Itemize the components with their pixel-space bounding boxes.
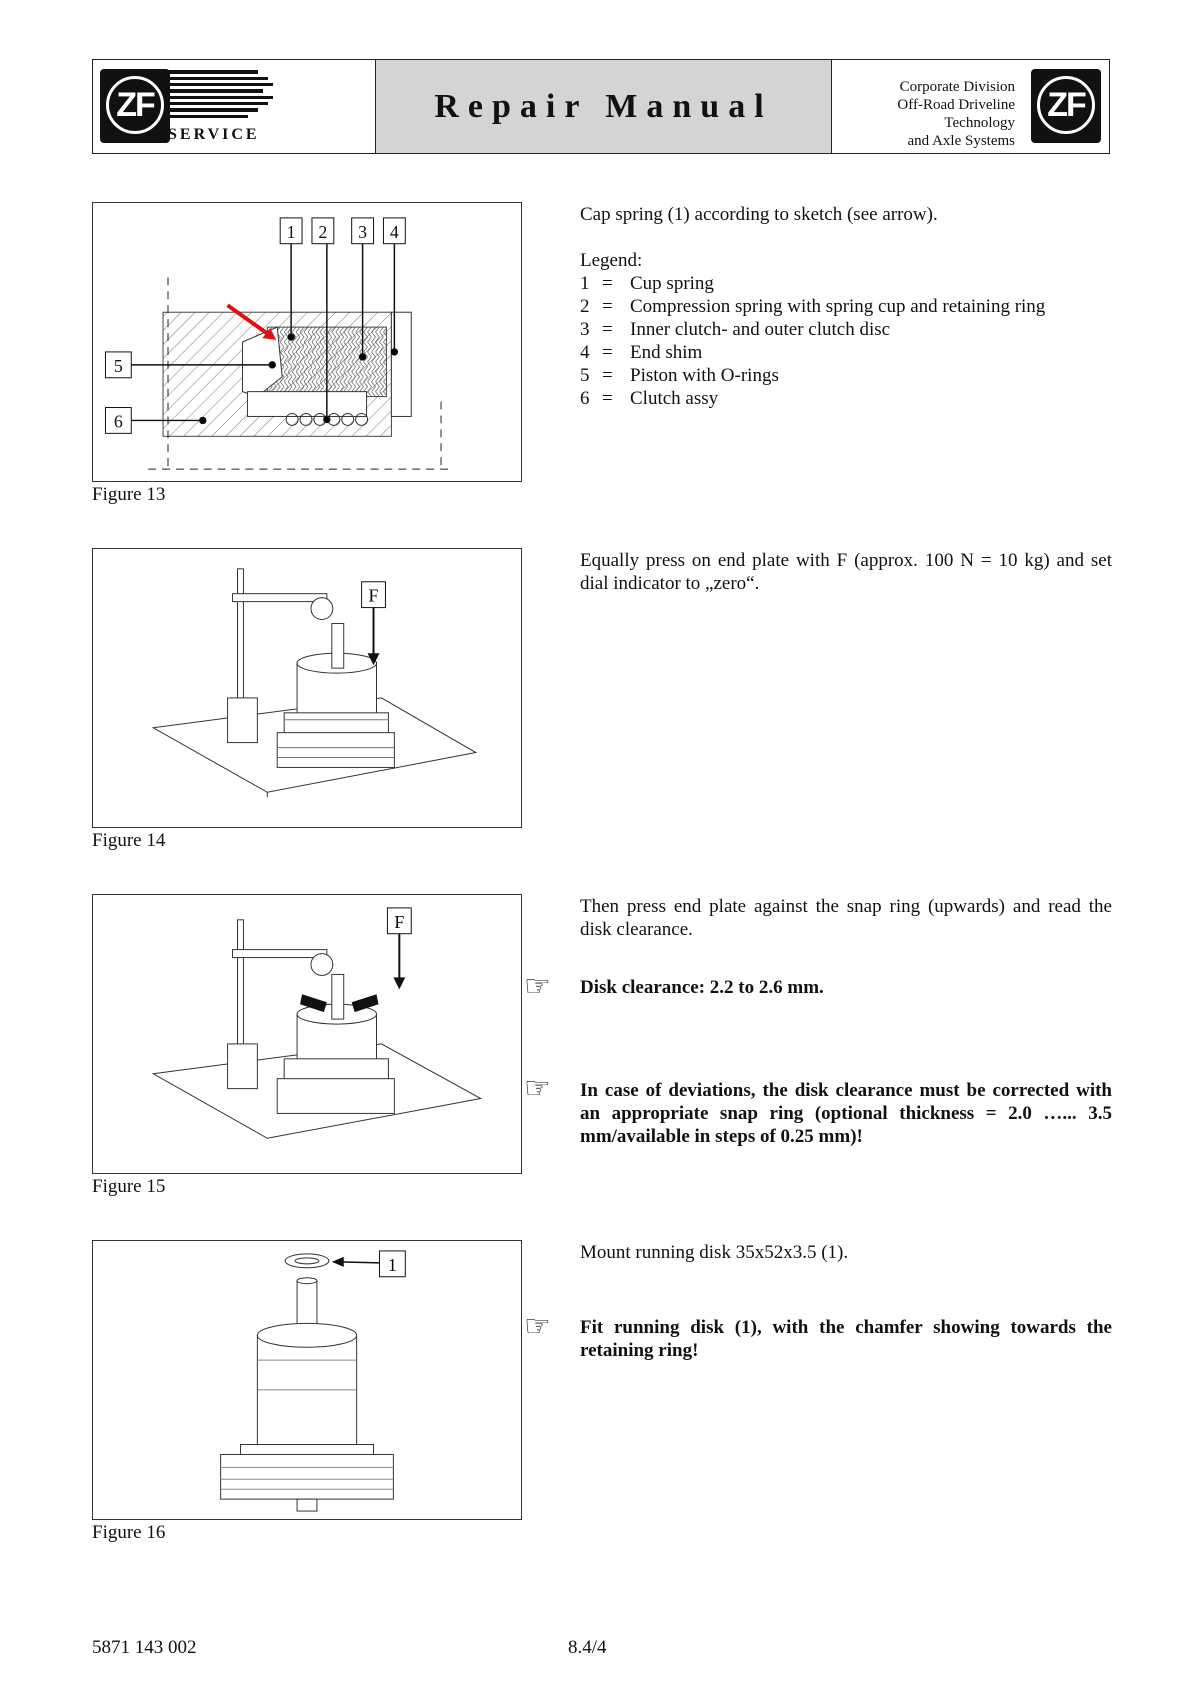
- figure-14-caption: Figure 14: [92, 830, 166, 851]
- legend-item: 3 = Inner clutch- and outer clutch disc: [580, 319, 891, 340]
- note-running-disk-chamfer: Fit running disk (1), with the chamfer showing towards the retaining ring!: [580, 1317, 1112, 1361]
- step-mount-running-disk: Mount running disk 35x52x3.5 (1).: [580, 1242, 849, 1263]
- legend-item: 2 = Compression spring with spring cup and retaining ring: [580, 296, 1046, 317]
- step-cap-spring: Cap spring (1) according to sketch (see arrow). Legend: 1 = Cup spring 2 = Compression spring with spring cup and retaining ring 3 = Inner clutch- and outer clutch disc 4 = End shim 5 = Piston with O-rings 6 = Clutch assy: [580, 203, 1112, 410]
- callout-2: 2: [318, 221, 328, 242]
- running-disk-callout: 1: [387, 1254, 397, 1275]
- callout-3: 3: [358, 221, 368, 242]
- zf-logo-icon: ZF: [100, 69, 170, 143]
- pointing-hand-icon: ☞: [524, 1310, 551, 1343]
- service-label: SERVICE: [168, 126, 260, 143]
- callout-1: 1: [286, 221, 296, 242]
- doc-number: 5871 143 002: [92, 1637, 197, 1658]
- legend-title: Legend:: [580, 250, 643, 271]
- figure-14-image: [92, 548, 522, 828]
- figure-13-image: [92, 202, 522, 482]
- clutch-section-sketch: [93, 203, 521, 481]
- step-read-disk-clearance: Then press end plate against the snap ring (upwards) and read the disk clearance.: [580, 896, 1112, 940]
- disk-clearance-measurement-drawing: [93, 895, 521, 1173]
- legend-item: 5 = Piston with O-rings: [580, 365, 779, 386]
- header-corporate: [832, 60, 1109, 153]
- legend-item: 4 = End shim: [580, 342, 703, 363]
- legend-item: 1 = Cup spring: [580, 273, 714, 294]
- note-disk-clearance: Disk clearance: 2.2 to 2.6 mm.: [580, 977, 824, 998]
- page-title: Repair Manual: [434, 87, 773, 125]
- header-title-band: [376, 60, 832, 153]
- force-callout: F: [368, 585, 379, 606]
- service-stripes-icon: [168, 70, 273, 122]
- zf-logo-icon: ZF: [1031, 69, 1101, 143]
- note-snap-ring-correction: In case of deviations, the disk clearance must be corrected with an appropriate snap ring (optional thickness = 2.0 …... 3.5 mm/available in steps of 0.25 mm)!: [580, 1080, 1112, 1147]
- callout-5: 5: [113, 355, 123, 376]
- callout-6: 6: [113, 411, 123, 432]
- figure-13-caption: Figure 13: [92, 484, 166, 505]
- zf-service-logo: [93, 60, 376, 153]
- step-press-end-plate: Equally press on end plate with F (approx. 100 N = 10 kg) and set dial indicator to „zero“.: [580, 550, 1112, 594]
- legend-item: 6 = Clutch assy: [580, 388, 719, 409]
- pointing-hand-icon: ☞: [524, 970, 551, 1003]
- figure-15-caption: Figure 15: [92, 1176, 166, 1197]
- corporate-division: Corporate Division Off-Road Driveline Technology and Axle Systems: [897, 79, 1015, 149]
- running-disk-mounting-drawing: [93, 1241, 521, 1519]
- figure-16-caption: Figure 16: [92, 1522, 166, 1543]
- callout-4: 4: [389, 221, 399, 242]
- force-callout: F: [394, 911, 405, 932]
- page-header: [92, 59, 1110, 154]
- figure-16-image: [92, 1240, 522, 1520]
- dial-indicator-setup-drawing: [93, 549, 521, 827]
- pointing-hand-icon: ☞: [524, 1072, 551, 1105]
- figure-15-image: [92, 894, 522, 1174]
- page-number: 8.4/4: [568, 1637, 607, 1658]
